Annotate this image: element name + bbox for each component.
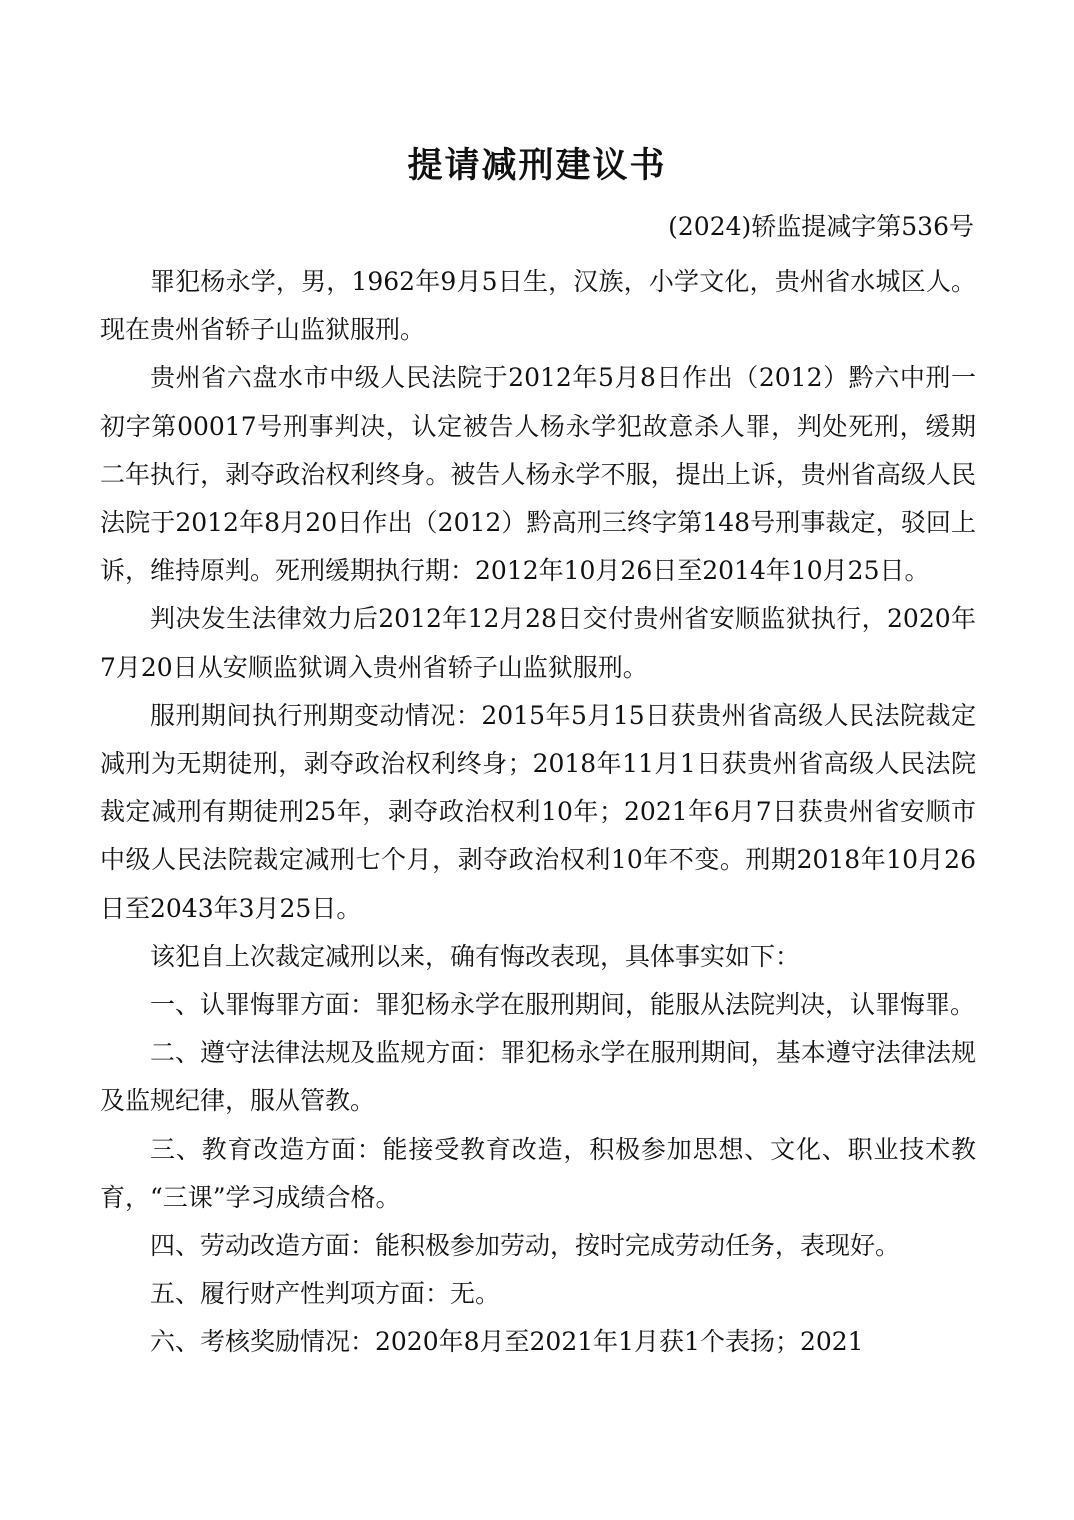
document-title: 提请减刑建议书 [407,146,667,186]
paragraph-repentance-intro: 该犯自上次裁定减刑以来，确有悔改表现，具体事实如下： [150,941,801,971]
paragraph-item-2: 二、遵守法律法规及监规方面：罪犯杨永学在服刑期间，基本遵守法律法规及监规纪律，服从管教。 [100,1038,976,1116]
paragraph-item-5: 五、履行财产性判项方面：无。 [150,1279,501,1309]
paragraph-item-3: 三、教育改造方面：能接受教育改造，积极参加思想、文化、职业技术教育，“三课”学习成绩合格。 [100,1134,976,1212]
paragraph-judgment: 贵州省六盘水市中级人民法院于2012年5月8日作出（2012）黔六中刑一初字第00017号刑事判决，认定被告人杨永学犯故意杀人罪，判处死刑，缓期二年执行，剥夺政治权利终身。被告人杨永学不服，提出上诉，贵州省高级人民法院于2012年8月20日作出（2012）黔高刑三终字第148号刑事裁定，驳回上诉，维持原判。死刑缓期执行期：2012年10月26日至2014年10月25日。 [100,363,976,586]
document-body [100,258,976,1367]
paragraph-execution: 判决发生法律效力后2012年12月28日交付贵州省安顺监狱执行，2020年7月20日从安顺监狱调入贵州省轿子山监狱服刑。 [100,604,976,682]
paragraph-sentence-changes: 服刑期间执行刑期变动情况：2015年5月15日获贵州省高级人民法院裁定减刑为无期徒刑，剥夺政治权利终身；2018年11月1日获贵州省高级人民法院裁定减刑有期徒刑25年，剥夺政治权利10年；2021年6月7日获贵州省安顺市中级人民法院裁定减刑七个月，剥夺政治权利10年不变。刑期2018年10月26日至2043年3月25日。 [100,700,976,923]
paragraph-item-6: 六、考核奖励情况：2020年8月至2021年1月获1个表扬；2021 [150,1327,864,1357]
paragraph-item-4: 四、劳动改造方面：能积极参加劳动，按时完成劳动任务，表现好。 [150,1231,901,1261]
paragraph-criminal-info: 罪犯杨永学，男，1962年9月5日生，汉族，小学文化，贵州省水城区人。现在贵州省轿子山监狱服刑。 [100,267,976,345]
paragraph-item-1: 一、认罪悔罪方面：罪犯杨永学在服刑期间，能服从法院判决，认罪悔罪。 [150,990,976,1020]
document-number: (2024)轿监提减字第536号 [668,212,974,241]
